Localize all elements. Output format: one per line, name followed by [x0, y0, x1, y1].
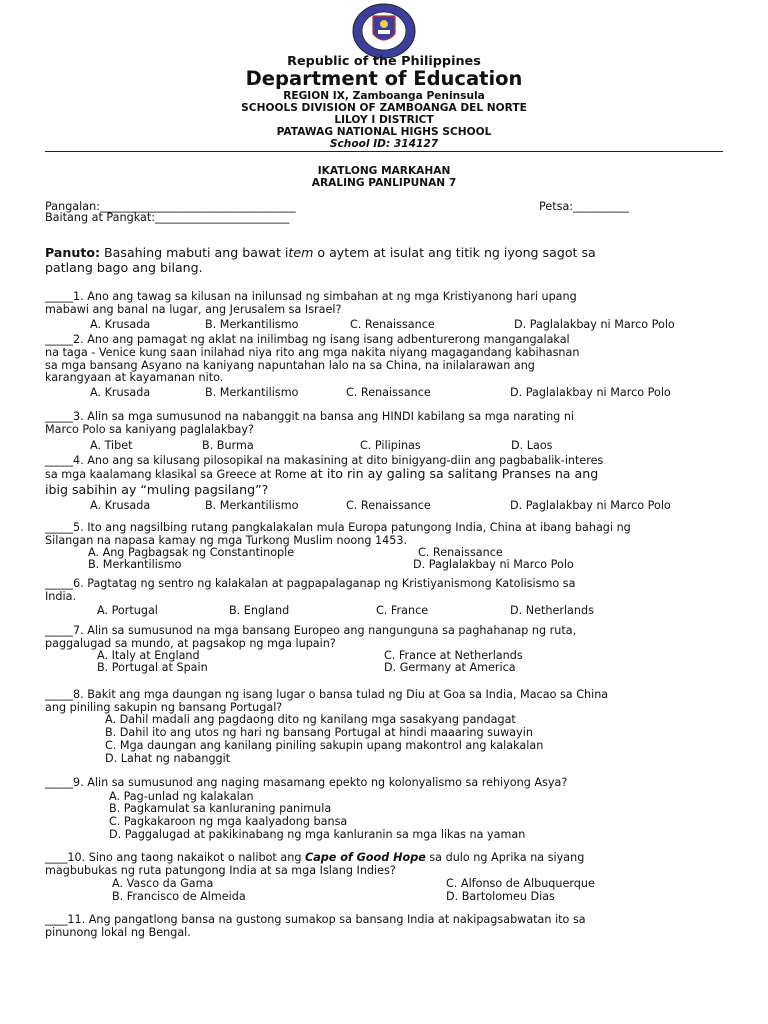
- q4-option-a: A. Krusada: [90, 499, 151, 512]
- question-9: [45, 777, 567, 790]
- question-10-line-1: [45, 852, 584, 865]
- question-6-line-1: _____6. Pagtatag ng sentro ng kalakalan at pagpapalaganap ng Kristiyanismong Katolisismo sa: [45, 577, 576, 590]
- q9-option-a: A. Pag-unlad ng kalakalan: [109, 790, 254, 803]
- q5-option-d: D. Paglalakbay ni Marco Polo: [413, 558, 574, 571]
- instructions-text-italic: tem: [288, 245, 314, 260]
- question-2-line-4: karangyaan at kayamanan nito.: [45, 371, 224, 385]
- q10-option-d: D. Bartolomeu Dias: [446, 890, 555, 903]
- q1-option-d: D. Paglalakbay ni Marco Polo: [514, 318, 675, 331]
- q5-option-a: A. Ang Pagbagsak ng Constantinople: [88, 546, 295, 559]
- q10-option-a: A. Vasco da Gama: [112, 877, 214, 890]
- q9-option-c: C. Pagkakaroon ng mga kaalyadong bansa: [109, 815, 348, 828]
- deped-seal-logo: [349, 2, 419, 60]
- question-8-line-1: _____8. Bakit ang mga daungan ng isang lugar o bansa tulad ng Diu at Goa sa India, Macao sa China: [45, 688, 609, 701]
- q8-option-d: D. Lahat ng nabanggit: [105, 752, 231, 765]
- question-6: [45, 578, 575, 604]
- question-11-line-2: pinunong lokal ng Bengal.: [45, 925, 191, 939]
- question-4: [45, 455, 603, 496]
- question-11-line-1: ____11. Ang pangatlong bansa na gustong sumakop sa bansang India at nakipagsabwatan ito sa: [45, 913, 586, 926]
- q7-option-b: B. Portugal at Spain: [97, 661, 208, 674]
- q4-option-b: B. Merkantilismo: [205, 499, 299, 512]
- q8-option-a: A. Dahil madali ang pagdaong dito ng kanilang mga sasakyang pandagat: [105, 713, 516, 726]
- question-7: [45, 625, 576, 651]
- q2-option-d: D. Paglalakbay ni Marco Polo: [510, 386, 671, 399]
- question-7-line-1: _____7. Alin sa sumusunod na mga bansang Europeo ang nangunguna sa paghahanap ng ruta,: [45, 624, 577, 637]
- q1-option-c: C. Renaissance: [350, 318, 435, 331]
- q5-option-c: C. Renaissance: [418, 546, 503, 559]
- question-10-line-1c: sa dulo ng Aprika na siyang: [425, 851, 585, 864]
- q8-option-c: C. Mga daungan ang kanilang piniling sakupin upang makontrol ang kalakalan: [105, 739, 544, 752]
- question-5-line-1: _____5. Ito ang nagsilbing rutang pangkalakalan mula Europa patungong India, China at ibang bahagi ng: [45, 521, 631, 534]
- question-10-line-2: magbubukas ng ruta patungong India at sa mga Islang Indies?: [45, 863, 396, 877]
- division-line: SCHOOLS DIVISION OF ZAMBOANGA DEL NORTE: [241, 102, 527, 114]
- q2-option-b: B. Merkantilismo: [205, 386, 299, 399]
- q6-option-a: A. Portugal: [97, 604, 158, 617]
- question-2-line-1: _____2. Ano ang pamagat ng aklat na inilimbag ng isang isang adbenturerong mangangalakal: [45, 333, 570, 346]
- q3-option-c: C. Pilipinas: [360, 439, 421, 452]
- q10-option-b: B. Francisco de Almeida: [112, 890, 246, 903]
- question-11: [45, 914, 586, 940]
- q7-option-d: D. Germany at America: [384, 661, 516, 674]
- q9-option-b: B. Pagkamulat sa kanluraning panimula: [109, 802, 332, 815]
- question-10-line-1a: ____10. Sino ang taong nakaikot o nalibot ang: [45, 851, 305, 864]
- question-8: [45, 689, 608, 715]
- question-3-line-1: _____3. Alin sa mga sumusunod na nabanggit na bansa ang HINDI kabilang sa mga narating ni: [45, 410, 575, 423]
- q5-option-b: B. Merkantilismo: [88, 558, 182, 571]
- q9-option-d: D. Paggalugad at pakikinabang ng mga kanluranin sa mga likas na yaman: [109, 828, 526, 841]
- q7-option-c: C. France at Netherlands: [384, 649, 523, 662]
- school-id: School ID: 314127: [329, 138, 439, 150]
- q6-option-c: C. France: [376, 604, 429, 617]
- subject-title: ARALING PANLIPUNAN 7: [311, 177, 457, 189]
- question-1-line-2: mabawi ang banal na lugar, ang Jerusalem sa Israel?: [45, 302, 342, 316]
- grade-section-field: Baitang at Pangkat:________________________: [45, 211, 290, 224]
- district-line: LILOY I DISTRICT: [334, 114, 434, 126]
- q3-option-d: D. Laos: [511, 439, 553, 452]
- question-9-line-1: _____9. Alin sa sumusunod ang naging masamang epekto ng kolonyalismo sa rehiyong Asya?: [45, 776, 568, 789]
- republic-line: Republic of the Philippines: [287, 54, 481, 69]
- q6-option-b: B. England: [229, 604, 290, 617]
- department-title: Department of Education: [245, 67, 523, 90]
- school-line: PATAWAG NATIONAL HIGHS SCHOOL: [276, 126, 492, 138]
- question-7-line-2: paggalugad sa mundo, at pagsakop ng mga lupain?: [45, 636, 336, 650]
- instructions-text-b: o aytem at isulat ang titik ng iyong sagot sa: [313, 245, 596, 260]
- question-1: [45, 291, 577, 317]
- question-2-line-3: sa mga bansang Asyano na kaniyang napuntahan lalo na sa China, na inilalarawan ang: [45, 358, 535, 372]
- q2-option-c: C. Renaissance: [346, 386, 431, 399]
- instructions: [45, 245, 596, 260]
- question-6-line-2: India.: [45, 589, 77, 603]
- q2-option-a: A. Krusada: [90, 386, 151, 399]
- q6-option-d: D. Netherlands: [510, 604, 594, 617]
- header-divider: [45, 151, 723, 152]
- q7-option-a: A. Italy at England: [97, 649, 200, 662]
- q4-option-d: D. Paglalakbay ni Marco Polo: [510, 499, 671, 512]
- question-4-line-2a: sa mga kaalamang klasikal sa Greece at Rome: [45, 467, 311, 481]
- q4-option-c: C. Renaissance: [346, 499, 431, 512]
- question-4-line-2b: at ito rin ay galing sa salitang Pranses na ang: [310, 465, 599, 481]
- name-field: Pangalan:___________________________________: [45, 200, 296, 213]
- q1-option-b: B. Merkantilismo: [205, 318, 299, 331]
- question-2-line-2: na taga - Venice kung saan inilahad niya rito ang mga nakita niyang magagandang kabihasnan: [45, 345, 580, 359]
- date-field: Petsa:__________: [539, 200, 630, 213]
- question-1-line-1: _____1. Ano ang tawag sa kilusan na inilunsad ng simbahan at ng mga Kristiyanong hari upang: [45, 290, 577, 303]
- question-3: [45, 411, 574, 437]
- instructions-label: Panuto:: [45, 245, 101, 260]
- quarter-title: IKATLONG MARKAHAN: [317, 165, 451, 177]
- question-4-line-1: _____4. Ano ang sa kilusang pilosopikal na makasining at dito binigyang-diin ang pagbabalik-interes: [45, 454, 604, 467]
- question-5: [45, 522, 631, 548]
- q8-option-b: B. Dahil ito ang utos ng hari ng bansang Portugal at hindi maaaring suwayin: [105, 726, 533, 739]
- q3-option-a: A. Tibet: [90, 439, 133, 452]
- question-4-line-2: [45, 465, 603, 482]
- question-8-line-2: ang piniling sakupin ng bansang Portugal?: [45, 700, 283, 714]
- instructions-line2: patlang bago ang bilang.: [45, 260, 203, 275]
- question-2: [45, 334, 579, 385]
- q1-option-a: A. Krusada: [90, 318, 151, 331]
- question-10-cape-name: Cape of Good Hope: [304, 851, 426, 864]
- question-3-line-2: Marco Polo sa kaniyang paglalakbay?: [45, 422, 254, 436]
- question-5-line-2: Silangan na napasa kamay ng mga Turkong Muslim noong 1453.: [45, 533, 408, 547]
- instructions-text-a: Basahing mabuti ang bawat i: [100, 245, 289, 260]
- q10-option-c: C. Alfonso de Albuquerque: [446, 877, 595, 890]
- q3-option-b: B. Burma: [202, 439, 254, 452]
- question-10: [45, 852, 584, 878]
- region-line: REGION IX, Zamboanga Peninsula: [283, 90, 485, 102]
- question-4-line-3: ibig sabihin ay “muling pagsilang”?: [45, 481, 269, 497]
